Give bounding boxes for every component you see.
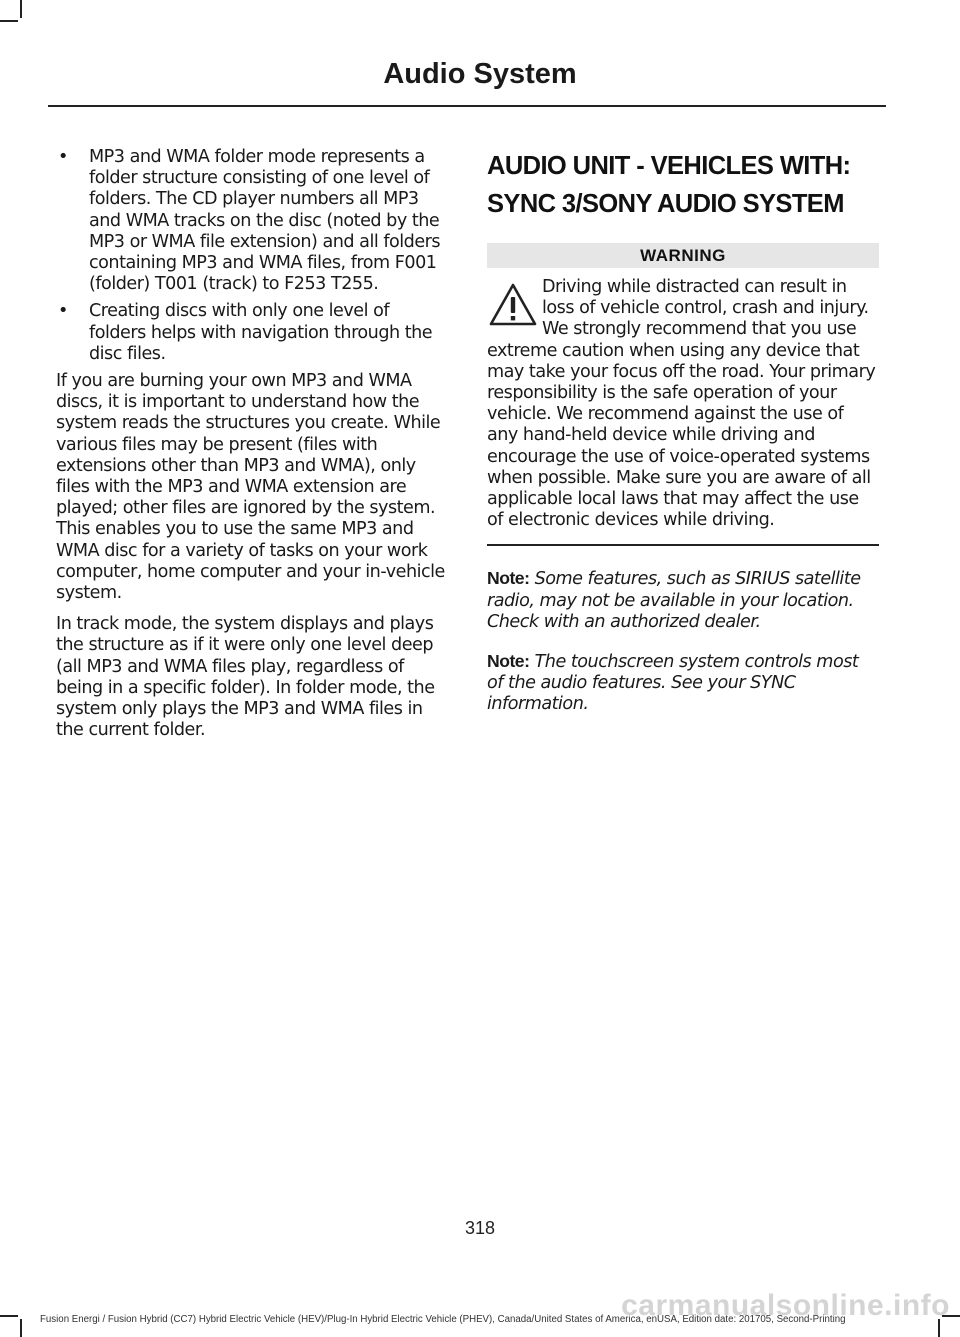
warning-label: WARNING bbox=[487, 243, 879, 268]
bullet-marker: • bbox=[58, 147, 68, 167]
warning-text: Driving while distracted can result in loss of vehicle control, crash and injury. We strongly recommend that you use extreme caution when using any device that may take your focus off the road. Your primary responsibility is the safe operation of your vehicle. We recommend against the use of any hand-held device while driving and encourage the use of voice-operated systems when possible. Make sure you are aware of all applicable local laws that may affect the use of electronic devices while driving. bbox=[487, 277, 876, 531]
crop-mark bbox=[0, 1315, 18, 1317]
bullet-marker: • bbox=[58, 301, 68, 322]
watermark: carmanualsonline.info bbox=[621, 1289, 950, 1322]
paragraph: In track mode, the system displays and plays the structure as if it were only one level deep (all MP3 and WMA files play, regardless of being in a specific folder). In folder mode, the system only plays the MP3 and WMA files in the current folder. bbox=[56, 614, 435, 741]
header-divider bbox=[48, 105, 886, 107]
page-title: Audio System bbox=[383, 58, 577, 90]
bullet-item bbox=[56, 147, 448, 295]
note-label: Note: bbox=[487, 568, 530, 589]
bullet-text: Creating discs with only one level of folders helps with navigation through the disc files. bbox=[89, 301, 433, 364]
section-heading-line2: SYNC 3/SONY AUDIO SYSTEM bbox=[487, 190, 844, 218]
crop-mark bbox=[0, 20, 18, 22]
right-column bbox=[487, 147, 879, 724]
warning-divider bbox=[487, 544, 879, 546]
warning-body bbox=[487, 277, 879, 531]
crop-mark bbox=[20, 0, 22, 18]
paragraph: If you are burning your own MP3 and WMA discs, it is important to understand how the system reads the structures you create. While various files may be present (files with extensions other than MP3 and WMA), only files with the MP3 and WMA extension are played; other files are ignored by the system. This enables you to use the same MP3 and WMA disc for a variety of tasks on your work computer, home computer and your in-vehicle system. bbox=[56, 371, 445, 604]
note bbox=[487, 568, 879, 633]
note-label: Note: bbox=[487, 650, 530, 671]
note bbox=[487, 651, 879, 716]
note-text: The touchscreen system controls most of the audio features. See your SYNC information. bbox=[487, 651, 859, 715]
notes bbox=[487, 568, 879, 715]
crop-mark bbox=[20, 1319, 22, 1337]
bullet-item bbox=[56, 301, 448, 365]
note-text: Some features, such as SIRIUS satellite radio, may not be available in your location. Check with an authorized dealer. bbox=[487, 569, 861, 632]
bullet-text: MP3 and WMA folder mode represents a folder structure consisting of one level of folders. The CD player numbers all MP3 and WMA tracks on the disc (noted by the MP3 or WMA file extension) and all folders containing MP3 and WMA files, from F001 (folder) T001 (track) to F253 T255. bbox=[89, 147, 441, 295]
section-heading-line1: AUDIO UNIT - VEHICLES WITH: bbox=[487, 152, 851, 180]
page-number: 318 bbox=[464, 1218, 496, 1238]
footer-text: Fusion Energi / Fusion Hybrid (CC7) Hybrid Electric Vehicle (HEV)/Plug-In Hybrid Electric Vehicle (PHEV), Canada/United States of America, enUSA, Edition date: 201705, Second-Printing bbox=[40, 1314, 846, 1325]
left-column bbox=[56, 147, 448, 751]
warning-triangle-icon bbox=[487, 279, 539, 331]
